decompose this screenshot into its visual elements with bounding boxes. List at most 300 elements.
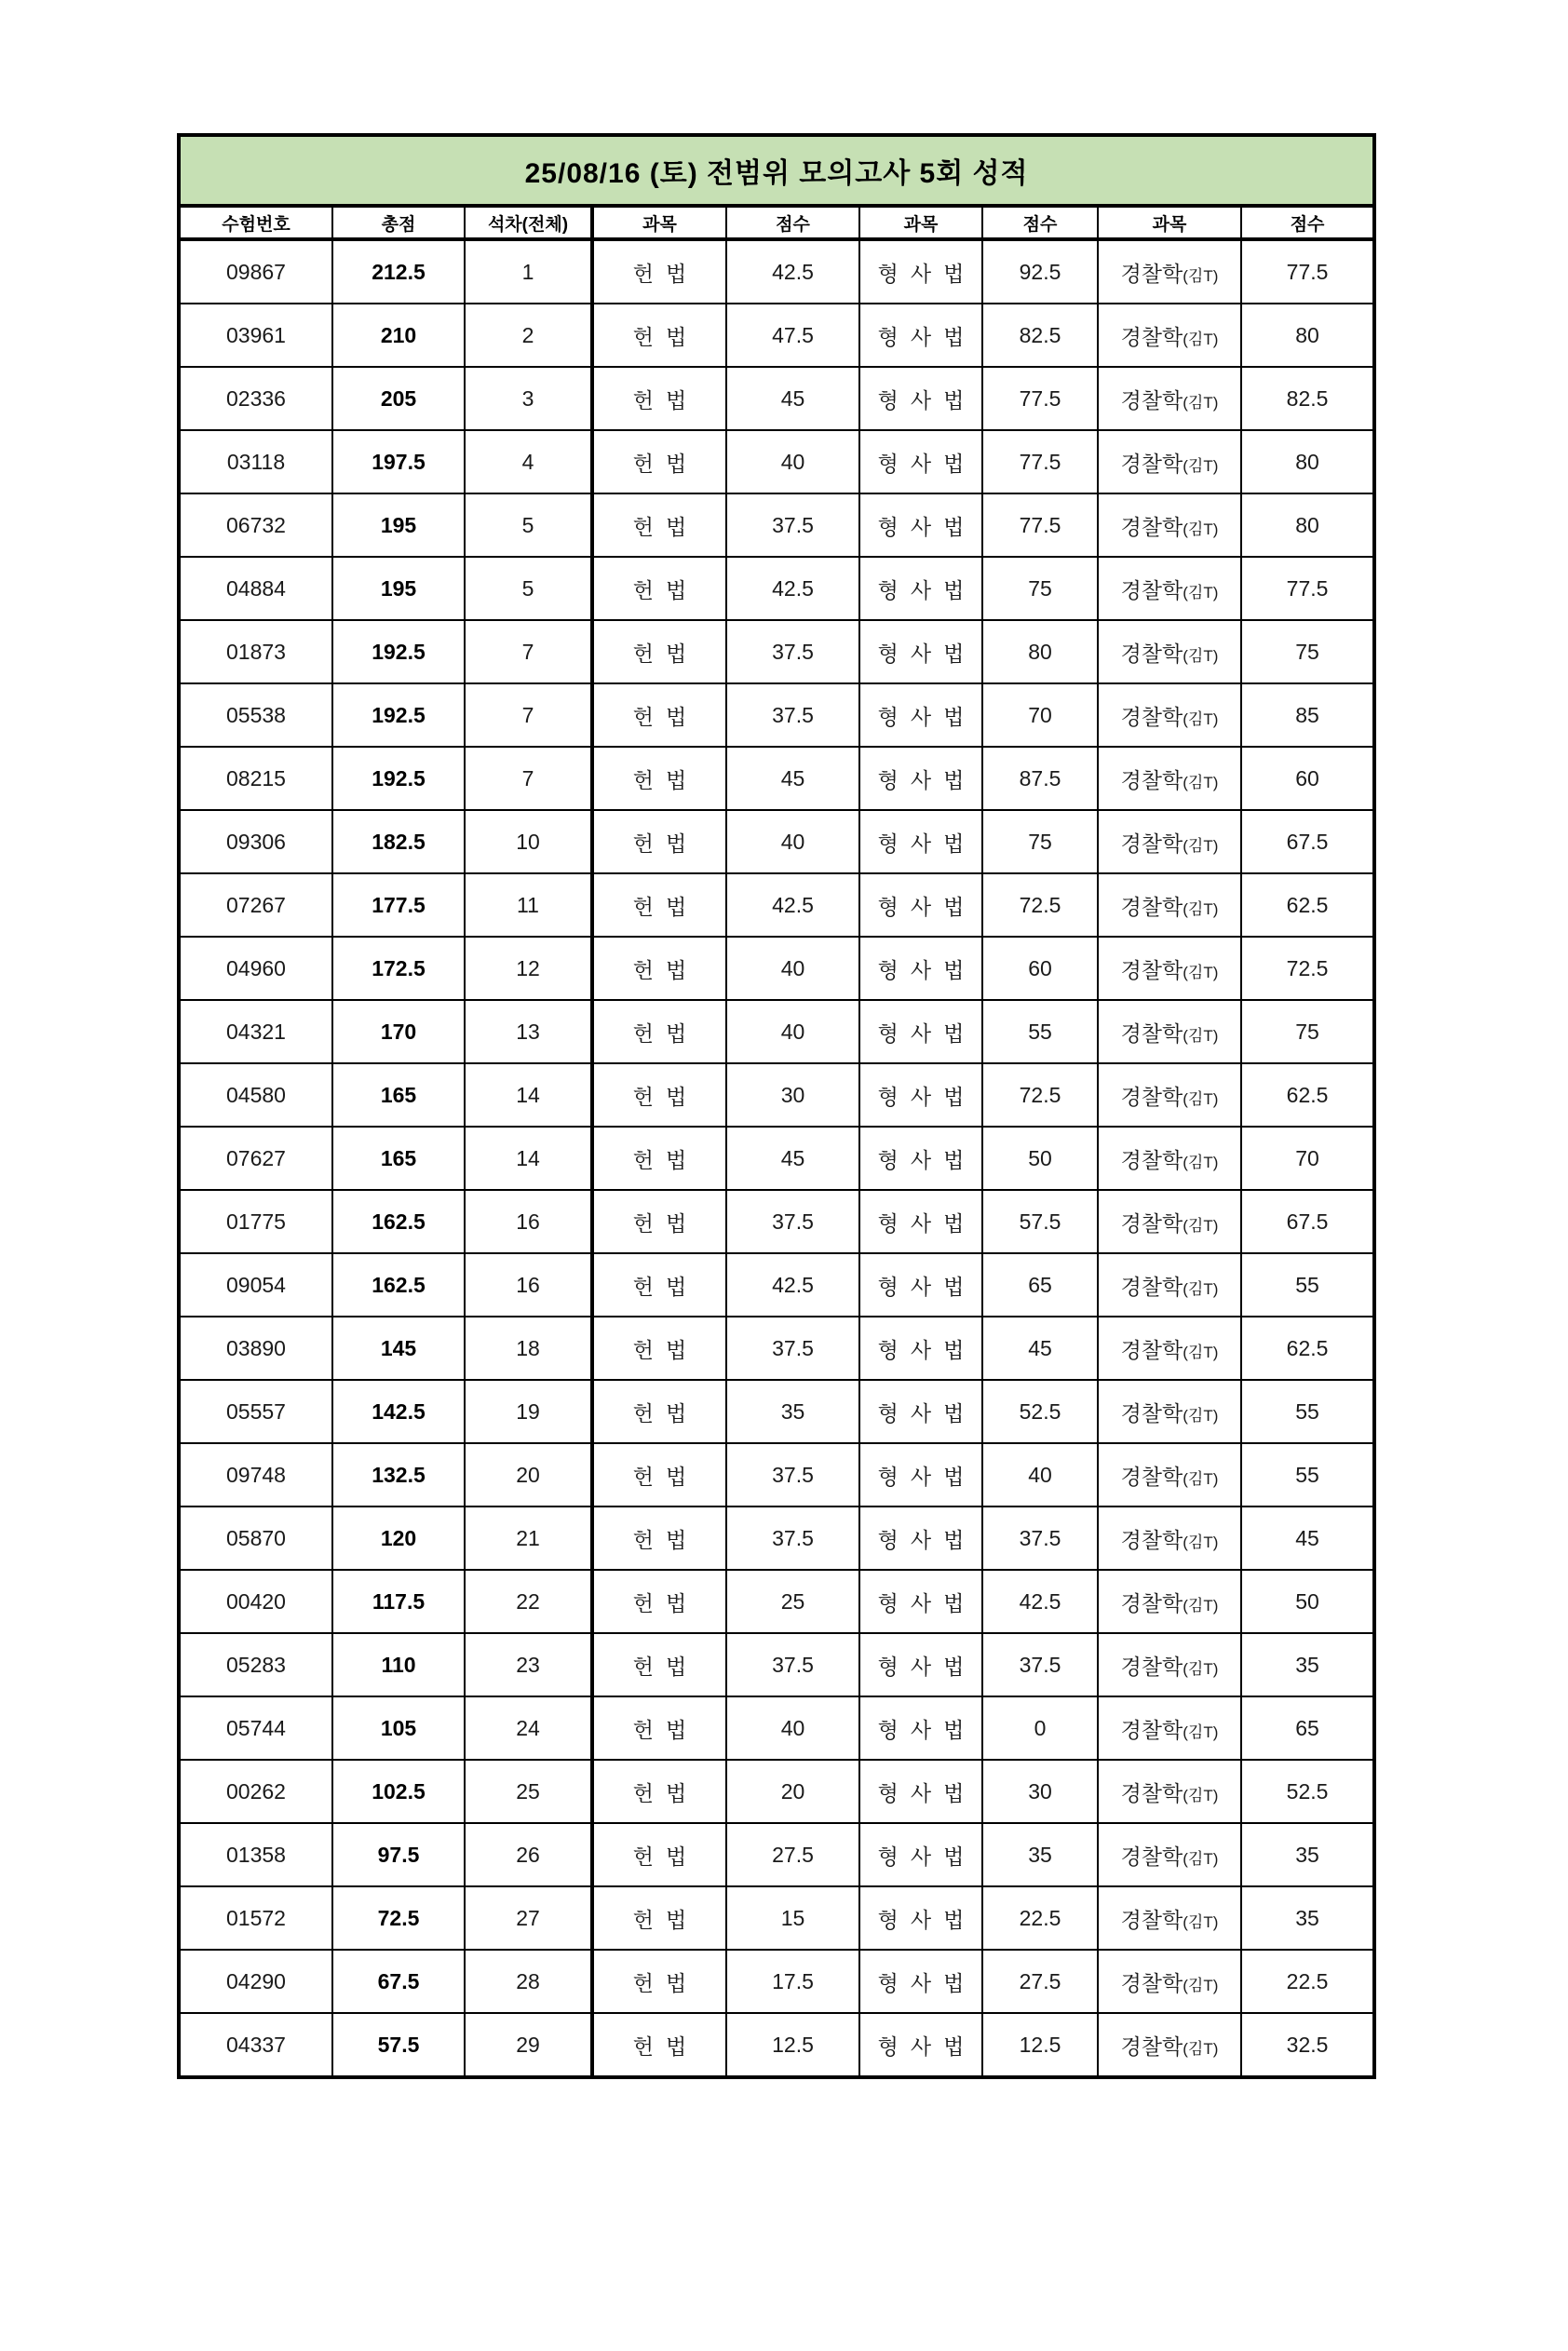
subject-1-cell: 헌법 [592, 239, 726, 304]
subject-2-cell: 형사법 [859, 620, 982, 683]
subject-3-teacher-tag: (김T) [1183, 773, 1219, 791]
subject-1-cell: 헌법 [592, 1950, 726, 2013]
rank-overall-cell: 7 [465, 620, 592, 683]
subject-3-name: 경찰학 [1120, 1274, 1183, 1299]
exam-number-cell: 04337 [179, 2013, 332, 2077]
score-3-cell: 67.5 [1241, 1190, 1374, 1253]
subject-3-name: 경찰학 [1120, 451, 1183, 476]
score-1-cell: 30 [726, 1063, 859, 1127]
score-3-cell: 32.5 [1241, 2013, 1374, 2077]
subject-2-cell: 형사법 [859, 304, 982, 367]
table-row [179, 873, 1374, 937]
rank-overall-cell: 5 [465, 493, 592, 557]
table-row [179, 430, 1374, 493]
subject-3-cell [1098, 873, 1241, 937]
subject-1-cell: 헌법 [592, 493, 726, 557]
score-2-cell: 45 [982, 1317, 1098, 1380]
header-rank-overall: 석차(전체) [465, 206, 592, 239]
rank-overall-cell: 14 [465, 1127, 592, 1190]
subject-2-cell: 형사법 [859, 1570, 982, 1633]
table-row [179, 1000, 1374, 1063]
subject-3-name: 경찰학 [1120, 2033, 1183, 2059]
subject-2-cell: 형사법 [859, 810, 982, 873]
rank-overall-cell: 20 [465, 1443, 592, 1507]
subject-2-cell: 형사법 [859, 1950, 982, 2013]
header-subject-2: 과목 [859, 206, 982, 239]
subject-3-teacher-tag: (김T) [1183, 1912, 1219, 1931]
score-3-cell: 45 [1241, 1507, 1374, 1570]
subject-1-cell: 헌법 [592, 1570, 726, 1633]
exam-number-cell: 07627 [179, 1127, 332, 1190]
rank-overall-cell: 7 [465, 683, 592, 747]
score-2-cell: 40 [982, 1443, 1098, 1507]
score-2-cell: 35 [982, 1823, 1098, 1886]
subject-1-cell: 헌법 [592, 873, 726, 937]
score-1-cell: 25 [726, 1570, 859, 1633]
subject-2-cell: 형사법 [859, 1317, 982, 1380]
score-1-cell: 37.5 [726, 683, 859, 747]
subject-3-cell [1098, 810, 1241, 873]
exam-number-cell: 07267 [179, 873, 332, 937]
score-3-cell: 35 [1241, 1886, 1374, 1950]
score-2-cell: 72.5 [982, 1063, 1098, 1127]
rank-overall-cell: 16 [465, 1190, 592, 1253]
total-score-cell: 162.5 [332, 1190, 465, 1253]
subject-3-cell [1098, 1760, 1241, 1823]
subject-3-cell [1098, 620, 1241, 683]
subject-3-name: 경찰학 [1120, 704, 1183, 729]
score-1-cell: 45 [726, 367, 859, 430]
subject-2-cell: 형사법 [859, 493, 982, 557]
score-3-cell: 55 [1241, 1443, 1374, 1507]
rank-overall-cell: 21 [465, 1507, 592, 1570]
score-3-cell: 70 [1241, 1127, 1374, 1190]
subject-3-cell [1098, 430, 1241, 493]
subject-2-cell: 형사법 [859, 1253, 982, 1317]
exam-number-cell: 04321 [179, 1000, 332, 1063]
subject-3-name: 경찰학 [1120, 1020, 1183, 1046]
exam-number-cell: 05557 [179, 1380, 332, 1443]
subject-3-name: 경찰학 [1120, 514, 1183, 539]
score-2-cell: 50 [982, 1127, 1098, 1190]
total-score-cell: 170 [332, 1000, 465, 1063]
rank-overall-cell: 19 [465, 1380, 592, 1443]
score-1-cell: 27.5 [726, 1823, 859, 1886]
rank-overall-cell: 2 [465, 304, 592, 367]
subject-3-teacher-tag: (김T) [1183, 1089, 1219, 1108]
score-3-cell: 60 [1241, 747, 1374, 810]
subject-3-name: 경찰학 [1120, 1970, 1183, 1995]
rank-overall-cell: 29 [465, 2013, 592, 2077]
table-row [179, 1886, 1374, 1950]
rank-overall-cell: 18 [465, 1317, 592, 1380]
subject-3-cell [1098, 1950, 1241, 2013]
subject-1-cell: 헌법 [592, 683, 726, 747]
total-score-cell: 67.5 [332, 1950, 465, 2013]
subject-3-cell [1098, 1633, 1241, 1696]
subject-3-teacher-tag: (김T) [1183, 583, 1219, 601]
total-score-cell: 117.5 [332, 1570, 465, 1633]
score-1-cell: 35 [726, 1380, 859, 1443]
score-2-cell: 57.5 [982, 1190, 1098, 1253]
subject-3-teacher-tag: (김T) [1183, 393, 1219, 412]
subject-2-cell: 형사법 [859, 367, 982, 430]
subject-3-cell [1098, 367, 1241, 430]
total-score-cell: 110 [332, 1633, 465, 1696]
table-row [179, 1760, 1374, 1823]
score-1-cell: 37.5 [726, 1507, 859, 1570]
total-score-cell: 105 [332, 1696, 465, 1760]
score-2-cell: 42.5 [982, 1570, 1098, 1633]
subject-2-cell: 형사법 [859, 1633, 982, 1696]
subject-3-teacher-tag: (김T) [1183, 899, 1219, 918]
subject-1-cell: 헌법 [592, 1633, 726, 1696]
score-3-cell: 77.5 [1241, 557, 1374, 620]
score-3-cell: 80 [1241, 304, 1374, 367]
exam-number-cell: 02336 [179, 367, 332, 430]
subject-3-teacher-tag: (김T) [1183, 520, 1219, 538]
exam-number-cell: 05283 [179, 1633, 332, 1696]
rank-overall-cell: 24 [465, 1696, 592, 1760]
subject-3-teacher-tag: (김T) [1183, 1026, 1219, 1045]
table-row [179, 2013, 1374, 2077]
score-2-cell: 87.5 [982, 747, 1098, 810]
subject-2-cell: 형사법 [859, 747, 982, 810]
rank-overall-cell: 13 [465, 1000, 592, 1063]
exam-number-cell: 09054 [179, 1253, 332, 1317]
score-2-cell: 52.5 [982, 1380, 1098, 1443]
rank-overall-cell: 16 [465, 1253, 592, 1317]
subject-3-cell [1098, 1000, 1241, 1063]
subject-1-cell: 헌법 [592, 1823, 726, 1886]
subject-2-cell: 형사법 [859, 1127, 982, 1190]
header-score-3: 점수 [1241, 206, 1374, 239]
title-row [179, 135, 1374, 206]
exam-number-cell: 00262 [179, 1760, 332, 1823]
subject-3-name: 경찰학 [1120, 1780, 1183, 1805]
subject-2-cell: 형사법 [859, 1063, 982, 1127]
subject-3-teacher-tag: (김T) [1183, 456, 1219, 475]
subject-3-name: 경찰학 [1120, 387, 1183, 412]
subject-1-cell: 헌법 [592, 430, 726, 493]
total-score-cell: 197.5 [332, 430, 465, 493]
exam-number-cell: 01775 [179, 1190, 332, 1253]
rank-overall-cell: 1 [465, 239, 592, 304]
subject-2-cell: 형사법 [859, 557, 982, 620]
subject-3-name: 경찰학 [1120, 1527, 1183, 1552]
score-3-cell: 72.5 [1241, 937, 1374, 1000]
rank-overall-cell: 12 [465, 937, 592, 1000]
subject-3-teacher-tag: (김T) [1183, 963, 1219, 981]
total-score-cell: 165 [332, 1063, 465, 1127]
subject-3-name: 경찰학 [1120, 1654, 1183, 1679]
score-3-cell: 62.5 [1241, 1063, 1374, 1127]
subject-3-cell [1098, 2013, 1241, 2077]
subject-2-cell: 형사법 [859, 1886, 982, 1950]
subject-3-teacher-tag: (김T) [1183, 1343, 1219, 1361]
table-row [179, 937, 1374, 1000]
subject-1-cell: 헌법 [592, 1507, 726, 1570]
exam-number-cell: 04960 [179, 937, 332, 1000]
subject-3-name: 경찰학 [1120, 957, 1183, 982]
score-2-cell: 75 [982, 557, 1098, 620]
score-1-cell: 37.5 [726, 493, 859, 557]
total-score-cell: 120 [332, 1507, 465, 1570]
subject-3-name: 경찰학 [1120, 1147, 1183, 1172]
subject-1-cell: 헌법 [592, 1190, 726, 1253]
score-3-cell: 62.5 [1241, 1317, 1374, 1380]
subject-3-cell [1098, 1886, 1241, 1950]
header-score-1: 점수 [726, 206, 859, 239]
score-1-cell: 42.5 [726, 239, 859, 304]
total-score-cell: 172.5 [332, 937, 465, 1000]
subject-1-cell: 헌법 [592, 747, 726, 810]
table-row [179, 367, 1374, 430]
subject-3-teacher-tag: (김T) [1183, 1849, 1219, 1868]
subject-2-cell: 형사법 [859, 1000, 982, 1063]
subject-2-cell: 형사법 [859, 2013, 982, 2077]
score-3-cell: 55 [1241, 1380, 1374, 1443]
rank-overall-cell: 27 [465, 1886, 592, 1950]
score-3-cell: 80 [1241, 493, 1374, 557]
subject-3-cell [1098, 493, 1241, 557]
rank-overall-cell: 22 [465, 1570, 592, 1633]
subject-3-teacher-tag: (김T) [1183, 836, 1219, 855]
score-1-cell: 37.5 [726, 620, 859, 683]
score-1-cell: 40 [726, 1000, 859, 1063]
score-1-cell: 12.5 [726, 2013, 859, 2077]
subject-2-cell: 형사법 [859, 873, 982, 937]
subject-3-name: 경찰학 [1120, 324, 1183, 349]
subject-3-teacher-tag: (김T) [1183, 709, 1219, 728]
table-body [179, 239, 1374, 2077]
score-2-cell: 77.5 [982, 367, 1098, 430]
exam-number-cell: 03961 [179, 304, 332, 367]
rank-overall-cell: 5 [465, 557, 592, 620]
table-row [179, 1950, 1374, 2013]
score-2-cell: 70 [982, 683, 1098, 747]
subject-3-cell [1098, 1696, 1241, 1760]
subject-2-cell: 형사법 [859, 683, 982, 747]
subject-3-teacher-tag: (김T) [1183, 1976, 1219, 1994]
exam-number-cell: 03890 [179, 1317, 332, 1380]
exam-number-cell: 09306 [179, 810, 332, 873]
score-2-cell: 12.5 [982, 2013, 1098, 2077]
score-3-cell: 52.5 [1241, 1760, 1374, 1823]
subject-3-name: 경찰학 [1120, 1907, 1183, 1932]
total-score-cell: 195 [332, 493, 465, 557]
subject-2-cell: 형사법 [859, 430, 982, 493]
header-subject-3: 과목 [1098, 206, 1241, 239]
score-3-cell: 77.5 [1241, 239, 1374, 304]
exam-number-cell: 05870 [179, 1507, 332, 1570]
subject-2-cell: 형사법 [859, 1190, 982, 1253]
subject-2-cell: 형사법 [859, 1760, 982, 1823]
subject-1-cell: 헌법 [592, 1886, 726, 1950]
rank-overall-cell: 7 [465, 747, 592, 810]
table-row [179, 1507, 1374, 1570]
subject-1-cell: 헌법 [592, 1443, 726, 1507]
subject-1-cell: 헌법 [592, 304, 726, 367]
subject-1-cell: 헌법 [592, 1317, 726, 1380]
score-3-cell: 75 [1241, 620, 1374, 683]
score-3-cell: 80 [1241, 430, 1374, 493]
subject-1-cell: 헌법 [592, 1253, 726, 1317]
total-score-cell: 142.5 [332, 1380, 465, 1443]
subject-1-cell: 헌법 [592, 620, 726, 683]
score-3-cell: 82.5 [1241, 367, 1374, 430]
subject-3-cell [1098, 1063, 1241, 1127]
total-score-cell: 195 [332, 557, 465, 620]
exam-number-cell: 01572 [179, 1886, 332, 1950]
exam-number-cell: 04580 [179, 1063, 332, 1127]
subject-3-cell [1098, 1570, 1241, 1633]
subject-2-cell: 형사법 [859, 937, 982, 1000]
table-row [179, 1696, 1374, 1760]
score-3-cell: 55 [1241, 1253, 1374, 1317]
score-1-cell: 40 [726, 937, 859, 1000]
rank-overall-cell: 10 [465, 810, 592, 873]
score-2-cell: 82.5 [982, 304, 1098, 367]
table-row [179, 1823, 1374, 1886]
subject-1-cell: 헌법 [592, 1127, 726, 1190]
subject-3-cell [1098, 239, 1241, 304]
score-2-cell: 92.5 [982, 239, 1098, 304]
score-2-cell: 30 [982, 1760, 1098, 1823]
subject-2-cell: 형사법 [859, 1696, 982, 1760]
subject-3-cell [1098, 1127, 1241, 1190]
subject-3-teacher-tag: (김T) [1183, 1153, 1219, 1171]
rank-overall-cell: 25 [465, 1760, 592, 1823]
exam-number-cell: 01873 [179, 620, 332, 683]
exam-number-cell: 03118 [179, 430, 332, 493]
total-score-cell: 57.5 [332, 2013, 465, 2077]
exam-number-cell: 00420 [179, 1570, 332, 1633]
score-2-cell: 55 [982, 1000, 1098, 1063]
subject-3-name: 경찰학 [1120, 1337, 1183, 1362]
subject-2-cell: 형사법 [859, 239, 982, 304]
subject-3-name: 경찰학 [1120, 831, 1183, 856]
subject-3-cell [1098, 1190, 1241, 1253]
total-score-cell: 165 [332, 1127, 465, 1190]
subject-3-name: 경찰학 [1120, 1210, 1183, 1236]
subject-3-name: 경찰학 [1120, 577, 1183, 602]
exam-number-cell: 01358 [179, 1823, 332, 1886]
score-1-cell: 45 [726, 747, 859, 810]
score-1-cell: 40 [726, 430, 859, 493]
score-table [177, 133, 1376, 2079]
total-score-cell: 205 [332, 367, 465, 430]
subject-1-cell: 헌법 [592, 1000, 726, 1063]
total-score-cell: 72.5 [332, 1886, 465, 1950]
score-3-cell: 62.5 [1241, 873, 1374, 937]
total-score-cell: 192.5 [332, 620, 465, 683]
table-row [179, 557, 1374, 620]
subject-3-teacher-tag: (김T) [1183, 1469, 1219, 1488]
total-score-cell: 145 [332, 1317, 465, 1380]
subject-3-cell [1098, 304, 1241, 367]
score-2-cell: 27.5 [982, 1950, 1098, 2013]
total-score-cell: 182.5 [332, 810, 465, 873]
subject-3-teacher-tag: (김T) [1183, 1533, 1219, 1551]
subject-1-cell: 헌법 [592, 1063, 726, 1127]
score-3-cell: 35 [1241, 1633, 1374, 1696]
subject-3-name: 경찰학 [1120, 767, 1183, 792]
subject-3-cell [1098, 1253, 1241, 1317]
score-1-cell: 47.5 [726, 304, 859, 367]
rank-overall-cell: 14 [465, 1063, 592, 1127]
score-2-cell: 80 [982, 620, 1098, 683]
exam-number-cell: 09867 [179, 239, 332, 304]
subject-3-cell [1098, 1380, 1241, 1443]
score-1-cell: 37.5 [726, 1443, 859, 1507]
rank-overall-cell: 3 [465, 367, 592, 430]
score-1-cell: 17.5 [726, 1950, 859, 2013]
rank-overall-cell: 28 [465, 1950, 592, 2013]
table-row [179, 304, 1374, 367]
score-2-cell: 0 [982, 1696, 1098, 1760]
rank-overall-cell: 4 [465, 430, 592, 493]
subject-1-cell: 헌법 [592, 1380, 726, 1443]
subject-3-name: 경찰학 [1120, 261, 1183, 286]
score-1-cell: 42.5 [726, 557, 859, 620]
subject-3-cell [1098, 937, 1241, 1000]
total-score-cell: 177.5 [332, 873, 465, 937]
subject-3-cell [1098, 557, 1241, 620]
subject-3-teacher-tag: (김T) [1183, 1723, 1219, 1741]
score-2-cell: 60 [982, 937, 1098, 1000]
subject-1-cell: 헌법 [592, 1760, 726, 1823]
subject-3-teacher-tag: (김T) [1183, 1596, 1219, 1615]
subject-3-name: 경찰학 [1120, 1590, 1183, 1615]
table-row [179, 1570, 1374, 1633]
score-3-cell: 85 [1241, 683, 1374, 747]
table-row [179, 810, 1374, 873]
subject-3-name: 경찰학 [1120, 1400, 1183, 1425]
score-1-cell: 37.5 [726, 1317, 859, 1380]
table-row [179, 1253, 1374, 1317]
score-1-cell: 42.5 [726, 1253, 859, 1317]
subject-3-name: 경찰학 [1120, 1717, 1183, 1742]
exam-number-cell: 04884 [179, 557, 332, 620]
score-1-cell: 15 [726, 1886, 859, 1950]
score-3-cell: 50 [1241, 1570, 1374, 1633]
subject-1-cell: 헌법 [592, 367, 726, 430]
subject-3-cell [1098, 1443, 1241, 1507]
total-score-cell: 132.5 [332, 1443, 465, 1507]
score-2-cell: 77.5 [982, 430, 1098, 493]
subject-3-teacher-tag: (김T) [1183, 1786, 1219, 1804]
subject-3-teacher-tag: (김T) [1183, 1279, 1219, 1298]
subject-1-cell: 헌법 [592, 810, 726, 873]
header-row [179, 206, 1374, 239]
subject-3-name: 경찰학 [1120, 1464, 1183, 1489]
total-score-cell: 192.5 [332, 747, 465, 810]
table-row [179, 493, 1374, 557]
score-2-cell: 22.5 [982, 1886, 1098, 1950]
subject-1-cell: 헌법 [592, 557, 726, 620]
total-score-cell: 192.5 [332, 683, 465, 747]
score-2-cell: 77.5 [982, 493, 1098, 557]
rank-overall-cell: 23 [465, 1633, 592, 1696]
subject-2-cell: 형사법 [859, 1823, 982, 1886]
exam-number-cell: 04290 [179, 1950, 332, 2013]
subject-3-cell [1098, 747, 1241, 810]
header-total-score: 총점 [332, 206, 465, 239]
score-2-cell: 75 [982, 810, 1098, 873]
subject-2-cell: 형사법 [859, 1443, 982, 1507]
score-1-cell: 37.5 [726, 1190, 859, 1253]
